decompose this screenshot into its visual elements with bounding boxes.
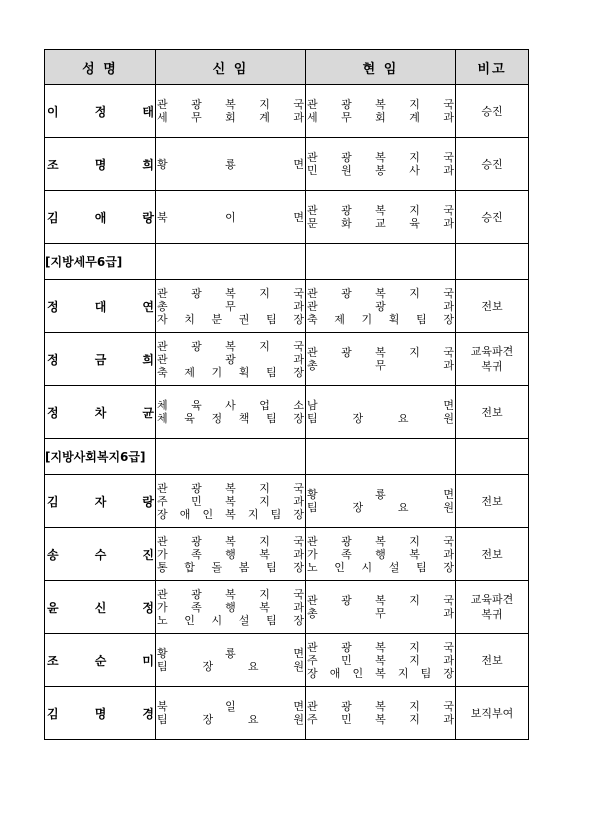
group-header-row: [45, 439, 529, 475]
current-position-line: 세 무 회 계 과: [307, 111, 454, 124]
new-position-line: 팀 장 요 원: [157, 713, 304, 726]
current-position: [306, 280, 456, 333]
new-position: [156, 280, 306, 333]
current-position: [306, 634, 456, 687]
current-position: [306, 687, 456, 740]
current-position-line: 관 광 복 지 국: [307, 534, 454, 548]
table-row: [45, 85, 529, 138]
note: [456, 386, 529, 439]
new-position-line: 관 광 복 지 국: [157, 534, 304, 548]
note-line: 승진: [481, 104, 503, 118]
current-position-line: 팀 장 요 원: [307, 501, 454, 514]
new-position: [156, 85, 306, 138]
note: [456, 138, 529, 191]
note: [456, 634, 529, 687]
table-row: [45, 191, 529, 244]
new-position-line: 주 민 복 지 과: [157, 494, 304, 508]
table-row: [45, 333, 529, 386]
new-position-line: 관 광 복 지 국: [157, 98, 304, 111]
current-position: [306, 581, 456, 634]
personnel-roster-table: [44, 49, 529, 740]
new-position: [156, 191, 306, 244]
current-position-line: 관 광 과: [307, 299, 454, 313]
new-position-line: 장 애 인 복 지 팀 장: [157, 507, 304, 521]
group-label: [지방세무6급]: [45, 244, 156, 280]
new-position-line: 관 광 복 지 국: [157, 339, 304, 353]
note: [456, 475, 529, 528]
roster-body: [45, 85, 529, 740]
new-position-line: 총 무 과: [157, 299, 304, 313]
note: [456, 191, 529, 244]
new-position: [156, 475, 306, 528]
note: [456, 333, 529, 386]
person-name: 정 차 균: [45, 386, 156, 439]
note-line: 승진: [481, 210, 503, 224]
current-position-line: 관 광 복 지 국: [307, 594, 454, 607]
group-header-row: [45, 244, 529, 280]
current-position-line: 관 광 복 지 국: [307, 640, 454, 654]
current-position-line: 관 광 복 지 국: [307, 286, 454, 300]
new-position-line: 가 족 행 복 과: [157, 600, 304, 614]
current-position-line: 총 무 과: [307, 359, 454, 372]
table-row: [45, 528, 529, 581]
new-position: [156, 138, 306, 191]
current-position: [306, 386, 456, 439]
new-position-line: 황 룡 면: [157, 647, 304, 660]
person-name: 조 순 미: [45, 634, 156, 687]
empty-cell: [306, 244, 456, 280]
note-line: 복귀: [481, 608, 503, 621]
new-position: [156, 528, 306, 581]
current-position-line: 관 광 복 지 국: [307, 346, 454, 359]
person-name: 김 명 경: [45, 687, 156, 740]
current-position-line: 주 민 복 지 과: [307, 653, 454, 667]
note-line: 교육파견: [470, 345, 514, 358]
new-position: [156, 581, 306, 634]
new-position: [156, 333, 306, 386]
new-position-line: 팀 장 요 원: [157, 660, 304, 673]
person-name: 김 애 랑: [45, 191, 156, 244]
empty-cell: [156, 439, 306, 475]
new-position-line: 체 육 사 업 소: [157, 399, 304, 412]
table-row: [45, 475, 529, 528]
table-row: [45, 634, 529, 687]
note-line: 전보: [481, 494, 503, 508]
new-position-line: 가 족 행 복 과: [157, 547, 304, 561]
note: [456, 581, 529, 634]
current-position-line: 황 룡 면: [307, 488, 454, 501]
empty-cell: [456, 439, 529, 475]
new-position-line: 관 광 복 지 국: [157, 286, 304, 300]
new-position: [156, 386, 306, 439]
new-position-line: 통 합 돌 봄 팀 장: [157, 560, 304, 574]
person-name: 김 자 랑: [45, 475, 156, 528]
current-position: [306, 475, 456, 528]
current-position-line: 관 광 복 지 국: [307, 700, 454, 713]
note: [456, 528, 529, 581]
current-position: [306, 333, 456, 386]
note-line: 승진: [481, 157, 503, 171]
header-row: [45, 50, 529, 85]
table-row: [45, 386, 529, 439]
current-position-line: 팀 장 요 원: [307, 412, 454, 425]
new-position-line: 세 무 회 계 과: [157, 111, 304, 124]
empty-cell: [456, 244, 529, 280]
table-row: [45, 138, 529, 191]
note-line: 전보: [481, 547, 503, 561]
new-position-line: 북 이 면: [157, 210, 304, 224]
header-current-position: 현 임: [306, 50, 456, 85]
table-row: [45, 280, 529, 333]
note-line: 교육파견: [470, 593, 514, 606]
empty-cell: [306, 439, 456, 475]
new-position-line: 축 제 기 획 팀 장: [157, 365, 304, 379]
current-position-line: 민 원 봉 사 과: [307, 164, 454, 177]
person-name: 조 명 희: [45, 138, 156, 191]
new-position-line: 북 일 면: [157, 700, 304, 713]
current-position-line: 총 무 과: [307, 607, 454, 620]
note-line: 전보: [481, 653, 503, 667]
note-line: 보직부여: [470, 706, 514, 720]
current-position-line: 장 애 인 복 지 팀 장: [307, 666, 454, 680]
new-position-line: 관 광 과: [157, 352, 304, 366]
current-position-line: 남 면: [307, 399, 454, 412]
person-name: 윤 신 정: [45, 581, 156, 634]
new-position: [156, 634, 306, 687]
current-position-line: 축 제 기 획 팀 장: [307, 312, 454, 326]
header-name: 성 명: [45, 50, 156, 85]
new-position-line: 관 광 복 지 국: [157, 587, 304, 601]
person-name: 정 금 희: [45, 333, 156, 386]
current-position: [306, 191, 456, 244]
group-label: [지방사회복지6급]: [45, 439, 156, 475]
table-row: [45, 581, 529, 634]
person-name: 이 정 태: [45, 85, 156, 138]
current-position: [306, 528, 456, 581]
note: [456, 85, 529, 138]
new-position: [156, 687, 306, 740]
note-line: 전보: [481, 299, 503, 313]
person-name: 정 대 연: [45, 280, 156, 333]
current-position-line: 관 광 복 지 국: [307, 98, 454, 111]
header-note: 비고: [456, 50, 529, 85]
note: [456, 280, 529, 333]
person-name: 송 수 진: [45, 528, 156, 581]
current-position-line: 관 광 복 지 국: [307, 204, 454, 217]
new-position-line: 노 인 시 설 팀 장: [157, 613, 304, 627]
current-position-line: 관 광 복 지 국: [307, 151, 454, 164]
note: [456, 687, 529, 740]
new-position-line: 체 육 정 책 팀 장: [157, 412, 304, 425]
empty-cell: [156, 244, 306, 280]
note-line: 복귀: [481, 360, 503, 373]
current-position-line: 주 민 복 지 과: [307, 713, 454, 726]
header-new-position: 신 임: [156, 50, 306, 85]
current-position-line: 노 인 시 설 팀 장: [307, 560, 454, 574]
new-position-line: 관 광 복 지 국: [157, 481, 304, 495]
table-row: [45, 687, 529, 740]
new-position-line: 자 치 분 권 팀 장: [157, 312, 304, 326]
current-position: [306, 85, 456, 138]
current-position: [306, 138, 456, 191]
current-position-line: 가 족 행 복 과: [307, 547, 454, 561]
new-position-line: 황 룡 면: [157, 157, 304, 171]
current-position-line: 문 화 교 육 과: [307, 217, 454, 230]
note-line: 전보: [481, 405, 503, 419]
